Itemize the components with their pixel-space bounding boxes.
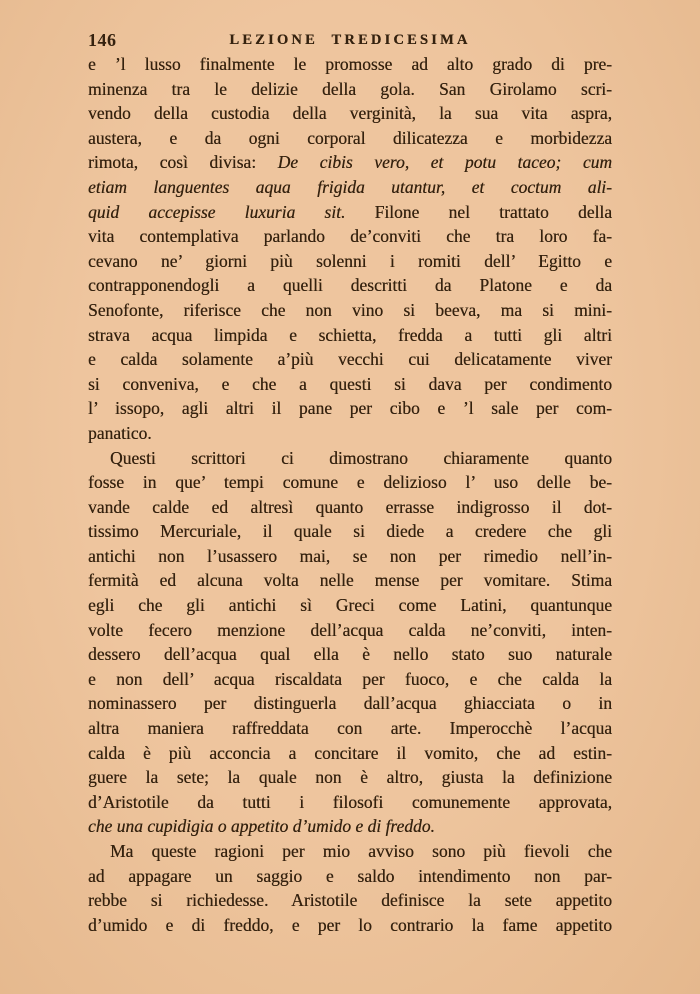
text-line	[88, 470, 612, 495]
text-segment: si conveniva, e che a questi si dava per condimento	[88, 373, 612, 394]
text-segment: nominassero per distinguerla dall’acqua ghiacciata o in	[88, 693, 612, 714]
italic-text-segment: etiam languentes aqua frigida utantur, et coctum ali-	[88, 176, 612, 197]
text-line	[88, 790, 612, 815]
text-line	[88, 839, 612, 864]
text-segment: e calda solamente a’più vecchi cui delicatamente viver	[88, 349, 612, 370]
text-line	[88, 298, 612, 323]
text-line	[88, 150, 612, 175]
text-segment: fosse in que’ tempi comune e delizioso l’ uso delle be-	[88, 472, 612, 493]
text-line	[88, 446, 612, 471]
text-line	[88, 495, 612, 520]
running-title: LEZIONE TREDICESIMA	[229, 32, 471, 48]
text-block	[88, 52, 612, 937]
text-segment: cevano ne’ giorni più solenni i romiti dell’ Egitto e	[88, 250, 612, 271]
text-segment: Filone nel trattato della	[345, 201, 612, 222]
text-line	[88, 77, 612, 102]
text-segment: Ma queste ragioni per mio avviso sono più fievoli che	[110, 841, 612, 861]
text-segment: antichi non l’usassero mai, se non per rimedio nell’in-	[88, 545, 612, 566]
text-line	[88, 175, 612, 200]
text-line	[88, 372, 612, 397]
text-line	[88, 864, 612, 889]
text-line	[88, 126, 612, 151]
text-segment: guere la sete; la quale non è altro, giusta la definizione	[88, 767, 612, 788]
text-line	[88, 593, 612, 618]
text-line	[88, 913, 612, 938]
text-segment: altra maniera raffreddata con arte. Imperocchè l’acqua	[88, 718, 612, 739]
text-segment: e non dell’ acqua riscaldata per fuoco, e che calda la	[88, 668, 612, 689]
text-line	[88, 249, 612, 274]
text-segment: volte fecero menzione dell’acqua calda ne’conviti, inten-	[88, 619, 612, 640]
text-segment: e ’l lusso finalmente le promosse ad alto grado di pre-	[88, 54, 612, 74]
text-line	[88, 888, 612, 913]
text-segment: vendo della custodia della verginità, la sua vita aspra,	[88, 103, 612, 124]
italic-text-segment: De cibis vero, et potu taceo; cum	[277, 152, 612, 173]
text-segment: vande calde ed altresì quanto errasse indigrosso il dot-	[88, 496, 612, 517]
text-line	[88, 618, 612, 643]
text-line	[88, 544, 612, 569]
text-line	[88, 519, 612, 544]
text-segment: ad appagare un saggio e saldo intendimento non par-	[88, 865, 612, 886]
italic-text-segment: che una cupidigia o appetito d’umido e di freddo.	[88, 816, 435, 837]
text-segment: vita contemplativa parlando de’conviti che tra loro fa-	[88, 226, 612, 247]
text-segment: calda è più acconcia a concitare il vomito, che ad estin-	[88, 742, 612, 763]
text-segment: contrapponendogli a quelli descritti da Platone e da	[88, 275, 612, 296]
italic-text-segment: quid accepisse luxuria sit.	[88, 201, 346, 222]
text-segment: minenza tra le delizie della gola. San Girolamo scri-	[88, 78, 612, 99]
text-segment: d’Aristotile da tutti i filosofi comunemente approvata,	[88, 791, 612, 812]
text-segment: tissimo Mercuriale, il quale si diede a credere che gli	[88, 521, 612, 542]
text-segment: l’ issopo, agli altri il pane per cibo e ’l sale per com-	[88, 398, 612, 419]
text-line	[88, 52, 612, 77]
page-header	[88, 30, 612, 52]
text-segment: strava acqua limpida e schietta, fredda a tutti gli altri	[88, 324, 612, 345]
text-segment: austera, e da ogni corporal dilicatezza e morbidezza	[88, 127, 612, 148]
text-segment: fermità ed alcuna volta nelle mense per vomitare. Stima	[88, 570, 612, 591]
text-segment: egli che gli antichi sì Greci come Latini, quantunque	[88, 595, 612, 616]
text-line	[88, 273, 612, 298]
text-line	[88, 667, 612, 692]
text-line	[88, 323, 612, 348]
page-number: 146	[88, 30, 117, 50]
text-segment: panatico.	[88, 422, 152, 443]
text-segment: dessero dell’acqua qual ella è nello stato suo naturale	[88, 644, 612, 665]
text-segment: rebbe si richiedesse. Aristotile definisce la sete appetito	[88, 890, 612, 911]
text-line	[88, 765, 612, 790]
text-line	[88, 642, 612, 667]
text-segment: d’umido e di freddo, e per lo contrario la fame appetito	[88, 914, 612, 935]
text-line	[88, 396, 612, 421]
text-line	[88, 741, 612, 766]
text-line	[88, 224, 612, 249]
text-line	[88, 716, 612, 741]
text-line	[88, 200, 612, 225]
text-line	[88, 691, 612, 716]
text-line	[88, 814, 612, 839]
text-line	[88, 347, 612, 372]
text-line	[88, 568, 612, 593]
text-line	[88, 101, 612, 126]
text-segment: rimota, così divisa:	[88, 152, 278, 173]
text-line	[88, 421, 612, 446]
text-segment: Senofonte, riferisce che non vino si beeva, ma si mini-	[88, 299, 612, 320]
text-segment: Questi scrittori ci dimostrano chiaramente quanto	[110, 447, 612, 468]
